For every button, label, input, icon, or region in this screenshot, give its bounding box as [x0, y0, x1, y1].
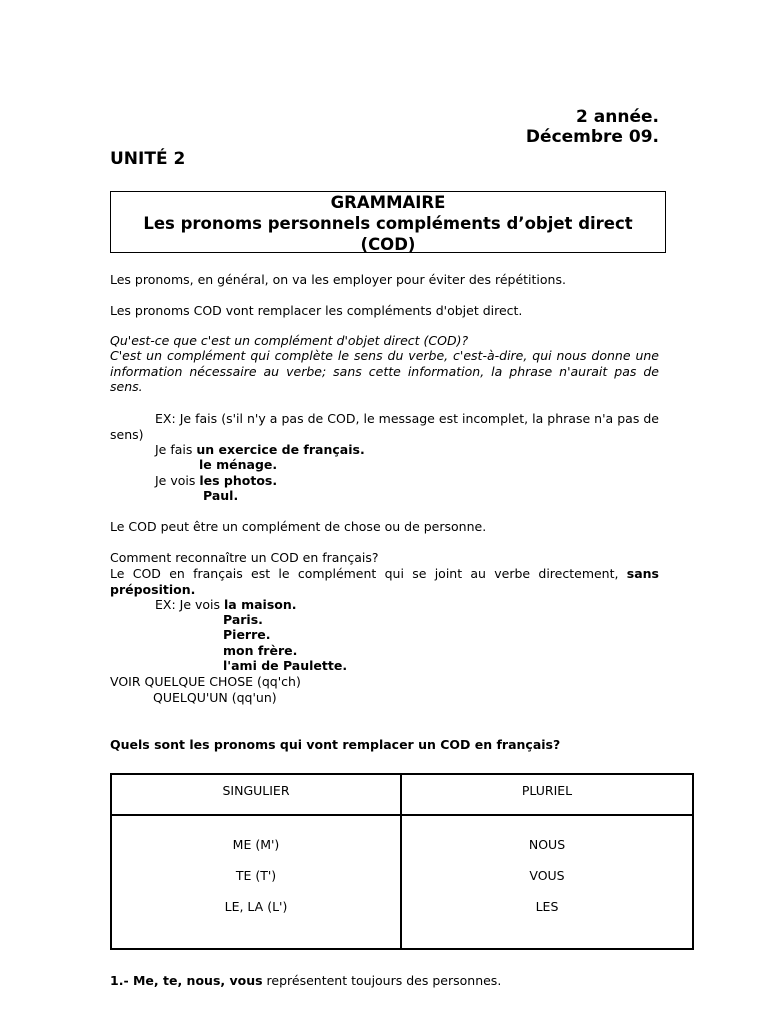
singulier-cell: [111, 815, 401, 949]
table-header-row: [111, 774, 693, 815]
paragraph-1: Les pronoms, en général, on va les employer pour éviter des répétitions.: [110, 272, 566, 287]
example-2-item-3: mon frère.: [223, 643, 298, 658]
voir-quelqu-un: QUELQU'UN (qq'un): [153, 690, 277, 705]
unit-label: UNITÉ 2: [110, 149, 186, 169]
example-object-menage: le ménage.: [199, 457, 278, 472]
table-row: [111, 815, 693, 949]
je-fais-text: Je fais: [155, 442, 193, 457]
note-1: [110, 973, 670, 989]
pluriel-item-2: LES: [535, 899, 559, 914]
question-2-answer-text: Le COD en français est le complément qui se joint au verbe directement,: [110, 566, 619, 581]
title-box: [110, 191, 666, 253]
pluriel-item-0: NOUS: [528, 837, 566, 852]
singulier-item-2: LE, LA (L'): [224, 899, 288, 914]
example-object-exercice: un exercice de français.: [196, 442, 365, 457]
question-1-answer: C'est un complément qui complète le sens du verbe, c'est-à-dire, qui nous donne une information nécessaire au verbe; sans cette information, la phrase n'aurait pas de sens.: [110, 348, 659, 394]
pronouns-table: [110, 773, 694, 950]
example-1-line-3: [155, 473, 277, 489]
question-2-answer: [110, 566, 659, 597]
pluriel-item-1: VOUS: [529, 868, 565, 883]
title-grammaire: GRAMMAIRE: [330, 193, 446, 212]
question-2: Comment reconnaître un COD en français?: [110, 550, 379, 565]
example-2-item-0: la maison.: [224, 597, 297, 612]
note-1-text: représentent toujours des personnes.: [262, 973, 502, 988]
question-2-answer-bold: sans préposition.: [110, 566, 659, 597]
singulier-item-0: ME (M'): [232, 837, 280, 852]
example-object-photos: les photos.: [199, 473, 278, 488]
example-2-item-1: Paris.: [223, 612, 263, 627]
header-singulier: SINGULIER: [111, 774, 401, 815]
voir-quelque-chose: VOIR QUELQUE CHOSE (qq'ch): [110, 674, 301, 689]
example-object-paul: Paul.: [203, 488, 239, 503]
question-1: Qu'est-ce que c'est un complément d'objet direct (COD)?: [110, 333, 469, 348]
paragraph-3: Le COD peut être un complément de chose ou de personne.: [110, 519, 487, 534]
ex2-prefix: EX: Je vois: [155, 597, 221, 612]
je-vois-text: Je vois: [155, 473, 196, 488]
example-1-line-1: [155, 442, 365, 458]
example-2-item-2: Pierre.: [223, 627, 271, 642]
example-1-intro: EX: Je fais (s'il n'y a pas de COD, le message est incomplet, la phrase n'a pas de sens): [110, 411, 659, 442]
note-1-bold: 1.- Me, te, nous, vous: [110, 973, 263, 988]
header-pluriel: PLURIEL: [401, 774, 693, 815]
title-cod: (COD): [360, 235, 416, 254]
singulier-item-1: TE (T'): [235, 868, 277, 883]
pluriel-cell: [401, 815, 693, 949]
title-main: Les pronoms personnels compléments d’objet direct: [143, 214, 633, 233]
year-label: 2 année.: [576, 107, 659, 127]
date-label: Décembre 09.: [525, 127, 659, 147]
example-2-line-1: [155, 597, 297, 613]
example-2-item-4: l'ami de Paulette.: [223, 658, 348, 673]
paragraph-2: Les pronoms COD vont remplacer les compléments d'objet direct.: [110, 303, 523, 318]
question-3: Quels sont les pronoms qui vont remplacer un COD en français?: [110, 737, 561, 752]
